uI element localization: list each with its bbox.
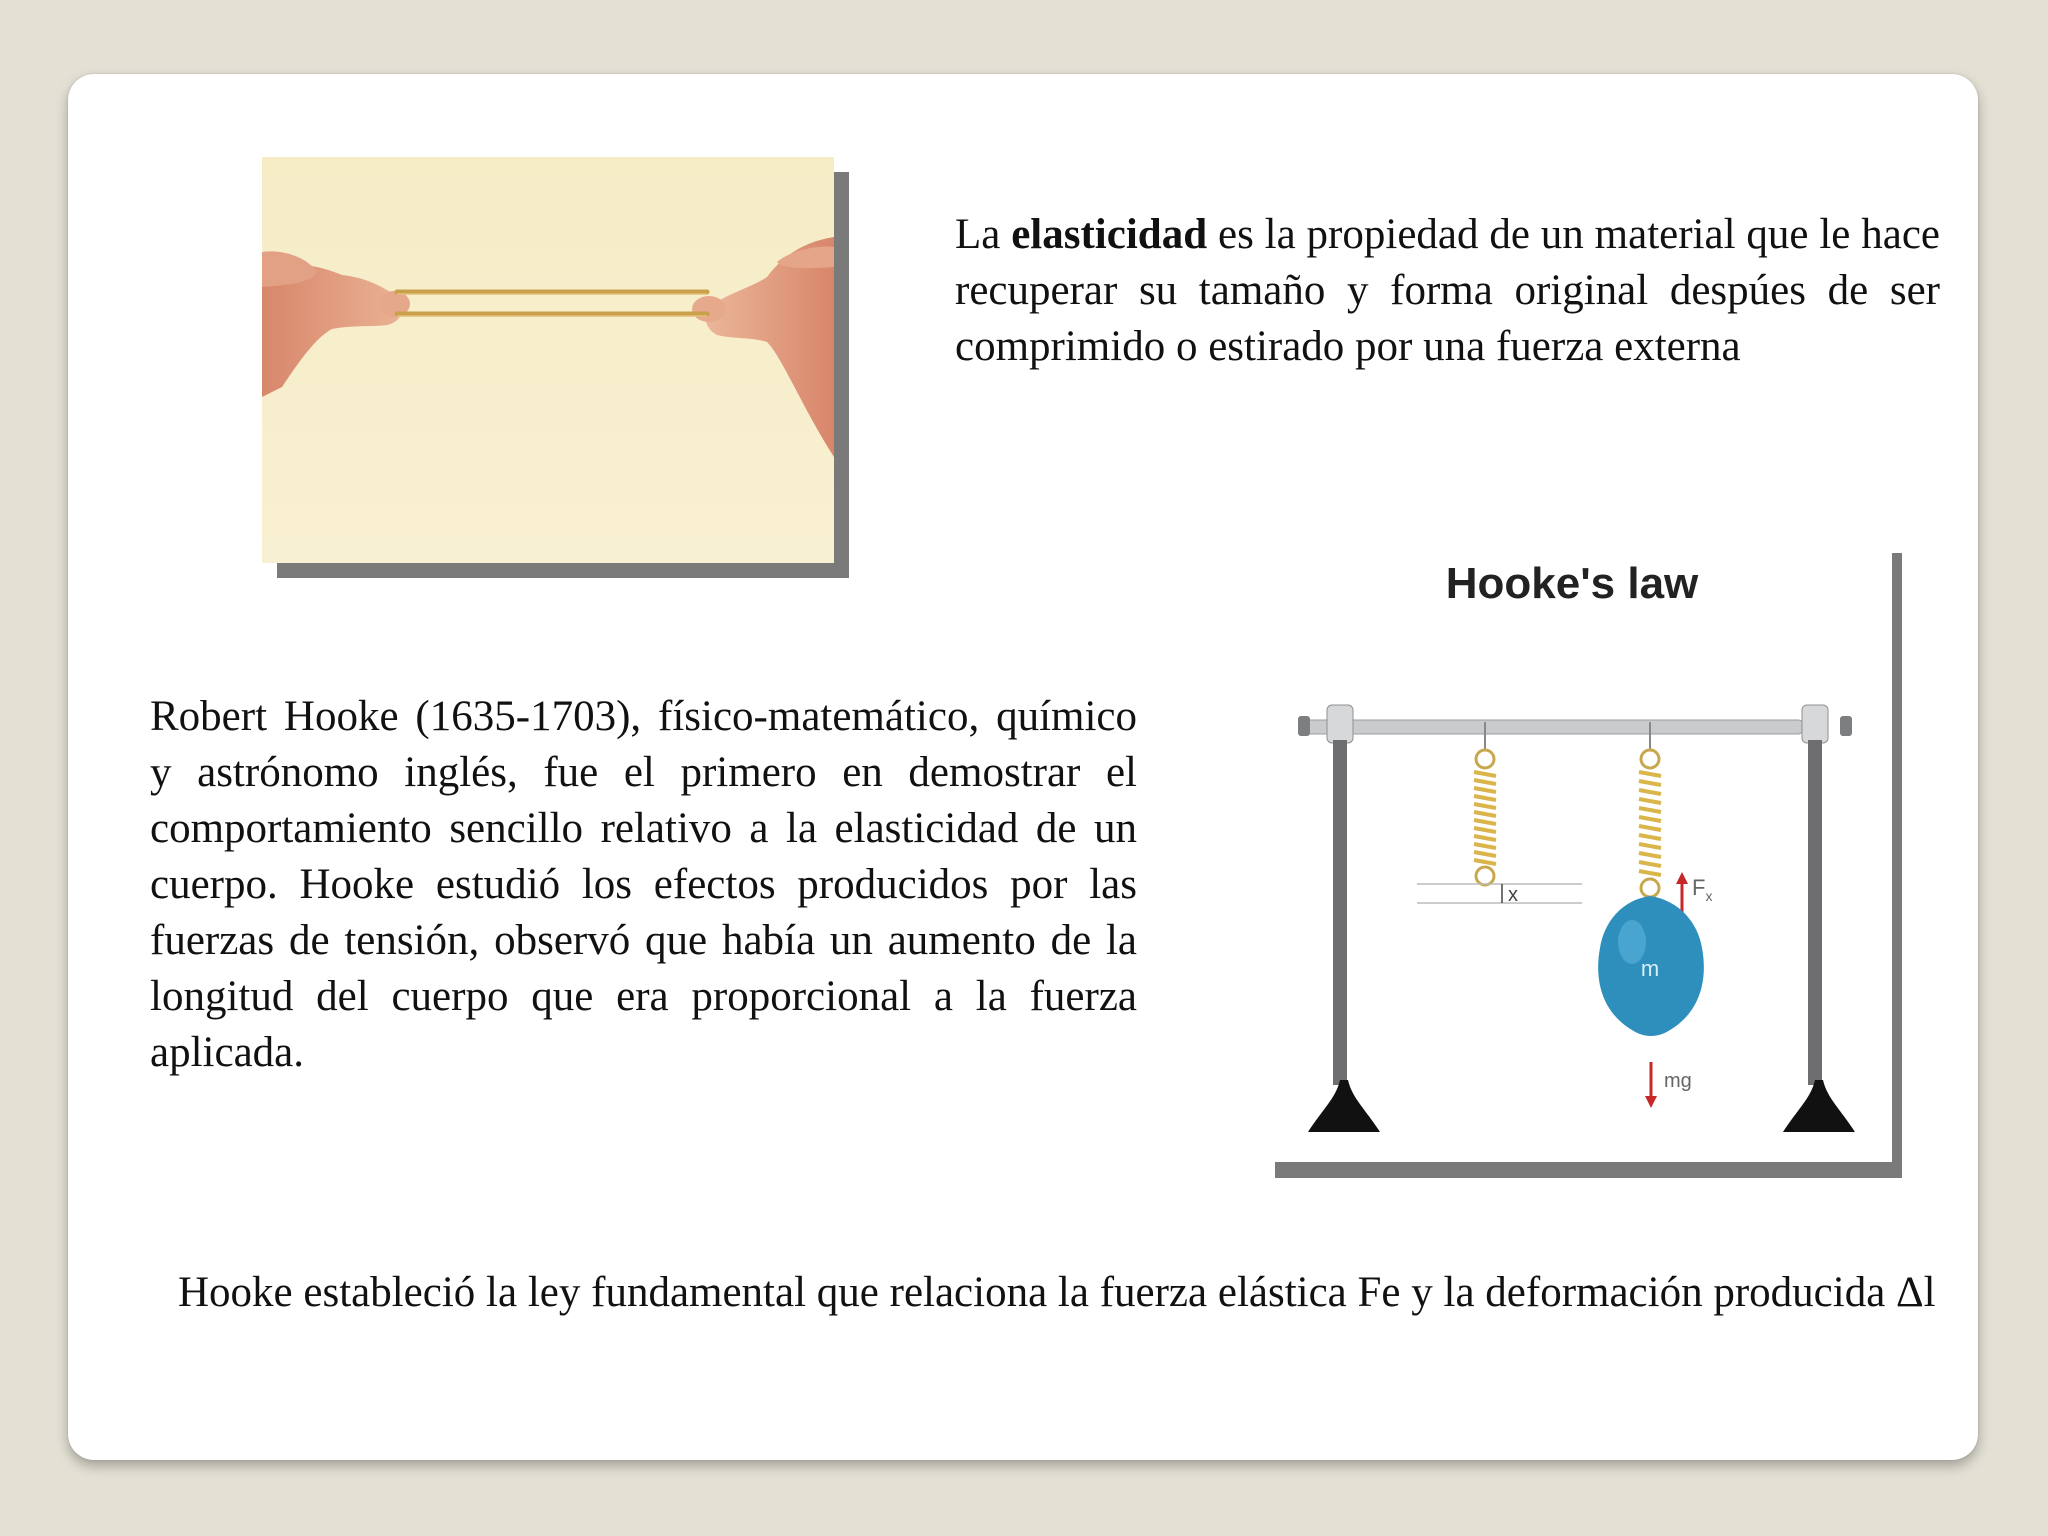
hookes-law-diagram [1272,550,1892,1162]
label-force [1692,875,1712,904]
intro-lead: La [955,211,1012,258]
hooke-biography: Robert Hooke (1635-1703), físico-matemático, químico y astrónomo inglés, fue el primero en demostrar el comportamiento sencillo relativo a la elasticidad de un cuerpo. Hooke estudió los efectos producidos por las fuerzas de tensión, observó que había un aumento de la longitud del cuerpo que era proporcional a la fuerza aplicada. [150,693,1137,1076]
intro-rest: es la propiedad de un material que le hace recuperar su tamaño y forma original despúes de ser comprimido o estirado por una fuerza externa [955,211,1940,370]
elasticity-term: elasticidad [1011,211,1208,258]
label-x: x [1508,884,1518,906]
elasticity-definition [955,207,1940,375]
hookes-law-statement: Hooke estableció la ley fundamental que relaciona la fuerza elástica Fe y la deformación producida Δl [178,1269,1936,1316]
label-force-sub: x [1705,888,1713,904]
label-weight: mg [1664,1070,1692,1092]
label-force-main: F [1692,875,1706,900]
label-mass: m [1640,956,1660,981]
diagram-title: Hooke's law [1445,559,1699,608]
rubber-band-photo [262,157,834,563]
